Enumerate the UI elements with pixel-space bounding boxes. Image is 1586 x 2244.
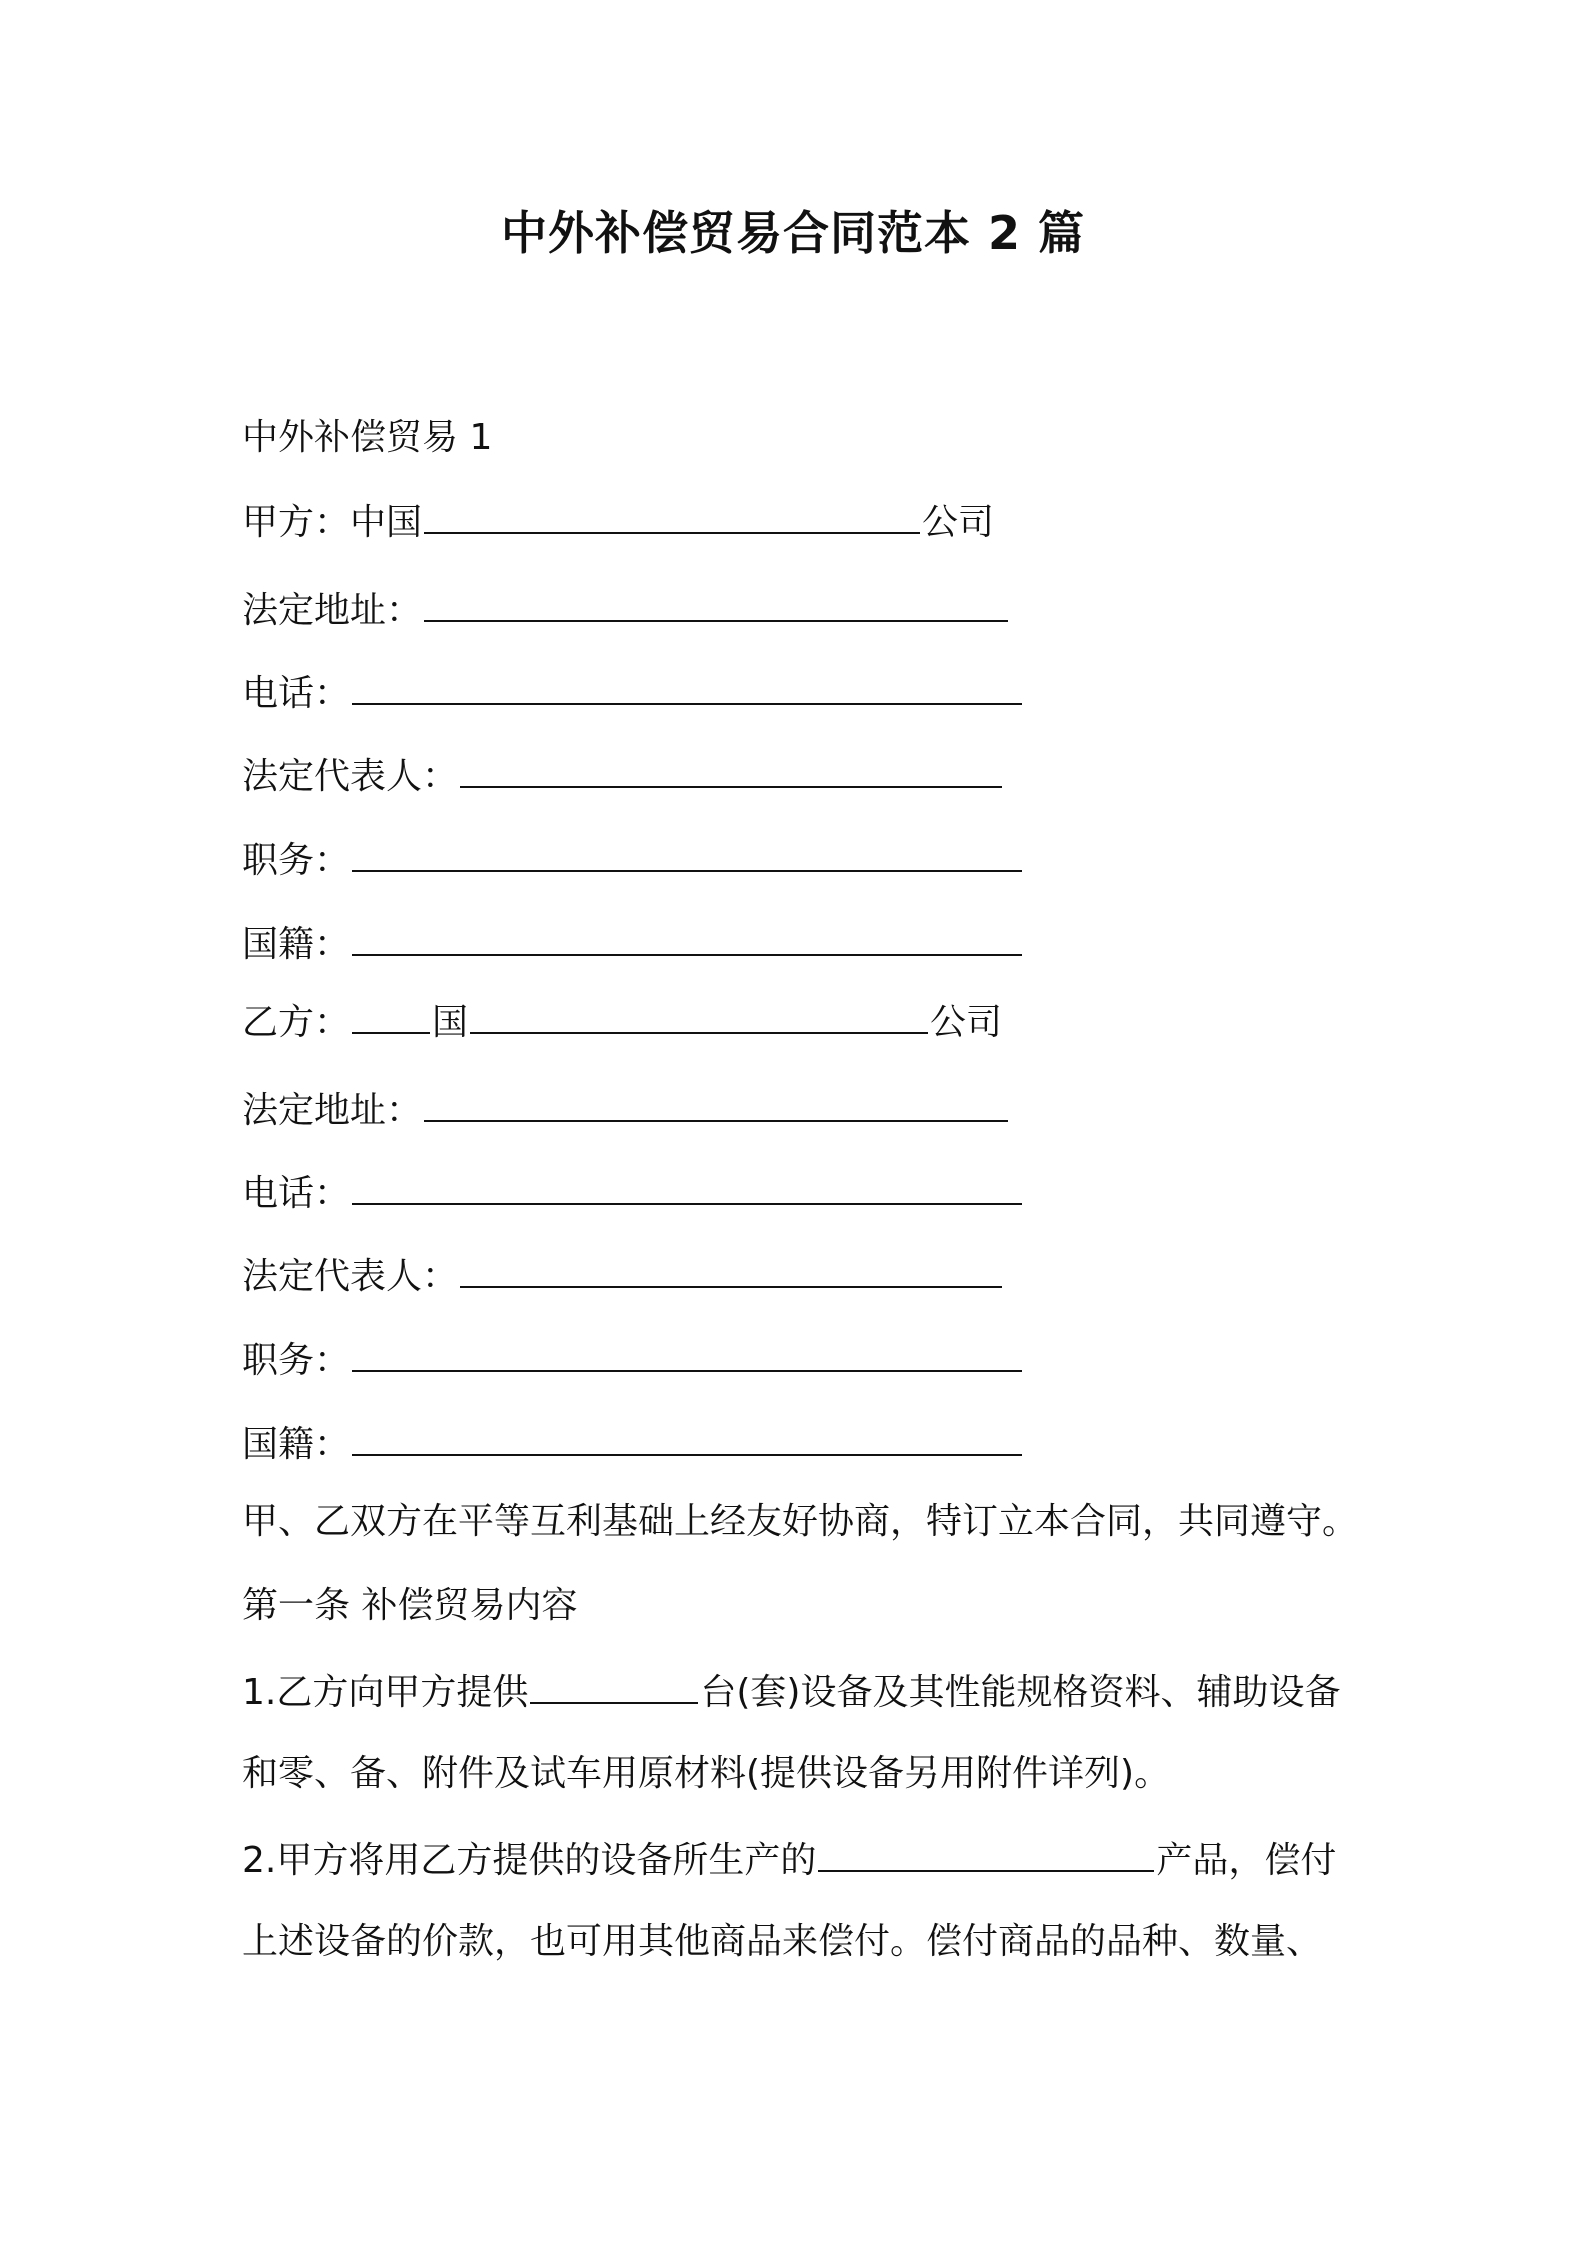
party-b-address-blank[interactable]: [424, 1090, 1008, 1122]
agreement-statement: 甲、乙双方在平等互利基础上经友好协商，特订立本合同，共同遵守。: [242, 1501, 1359, 1542]
item-1-quantity-blank[interactable]: [530, 1672, 698, 1704]
party-a-representative-label: 法定代表人：: [242, 756, 459, 797]
party-a-phone-blank[interactable]: [352, 673, 1022, 705]
party-b-company-suffix: 公司: [930, 1002, 1003, 1043]
party-b-phone-line: [242, 1173, 1024, 1212]
party-a-phone-line: [242, 673, 1024, 712]
party-a-company-blank[interactable]: [424, 502, 920, 534]
party-a-nationality-line: [242, 924, 1024, 963]
article-1-item-2-line-2: 上述设备的价款，也可用其他商品来偿付。偿付商品的品种、数量、: [242, 1921, 1323, 1962]
party-b-line: [242, 1002, 1002, 1041]
party-b-label: 乙方：: [242, 1002, 351, 1043]
article-1-item-1-line-1: [242, 1672, 1340, 1711]
item-1-suffix: 台(套)设备及其性能规格资料、辅助设备: [700, 1672, 1341, 1713]
party-a-position-label: 职务：: [242, 840, 351, 881]
party-a-label: 甲方：中国: [242, 502, 423, 543]
item-2-product-blank[interactable]: [818, 1840, 1154, 1872]
party-b-position-line: [242, 1340, 1024, 1379]
party-a-address-line: [242, 590, 1010, 629]
item-1-prefix: 1.乙方向甲方提供: [242, 1672, 529, 1713]
party-b-company-blank[interactable]: [470, 1002, 928, 1034]
item-2-prefix: 2.甲方将用乙方提供的设备所生产的: [242, 1840, 817, 1881]
party-b-country-blank[interactable]: [352, 1002, 430, 1034]
party-a-representative-blank[interactable]: [460, 756, 1002, 788]
party-a-representative-line: [242, 756, 1004, 795]
party-b-nationality-line: [242, 1424, 1024, 1463]
article-1-heading: 第一条 补偿贸易内容: [242, 1585, 578, 1626]
item-2-suffix: 产品，偿付: [1156, 1840, 1337, 1881]
party-b-representative-blank[interactable]: [460, 1256, 1002, 1288]
article-1-item-2-line-1: [242, 1840, 1336, 1879]
party-a-address-blank[interactable]: [424, 590, 1008, 622]
document-title: 中外补偿贸易合同范本 2 篇: [500, 206, 1086, 260]
party-b-address-label: 法定地址：: [242, 1090, 423, 1131]
party-a-position-blank[interactable]: [352, 840, 1022, 872]
article-1-item-1-line-2: 和零、备、附件及试车用原材料(提供设备另用附件详列)。: [242, 1753, 1171, 1794]
party-b-country: 国: [432, 1002, 469, 1043]
party-b-representative-label: 法定代表人：: [242, 1256, 459, 1297]
party-b-nationality-blank[interactable]: [352, 1424, 1022, 1456]
party-b-nationality-label: 国籍：: [242, 1424, 351, 1465]
party-a-position-line: [242, 840, 1024, 879]
party-b-phone-label: 电话：: [242, 1173, 351, 1214]
party-a-line: [242, 502, 994, 541]
party-a-phone-label: 电话：: [242, 673, 351, 714]
party-b-position-blank[interactable]: [352, 1340, 1022, 1372]
party-a-company-suffix: 公司: [922, 502, 995, 543]
party-a-address-label: 法定地址：: [242, 590, 423, 631]
section-heading: 中外补偿贸易 1: [242, 417, 493, 458]
party-b-representative-line: [242, 1256, 1004, 1295]
party-a-nationality-blank[interactable]: [352, 924, 1022, 956]
party-b-position-label: 职务：: [242, 1340, 351, 1381]
party-b-phone-blank[interactable]: [352, 1173, 1022, 1205]
party-a-nationality-label: 国籍：: [242, 924, 351, 965]
party-b-address-line: [242, 1090, 1010, 1129]
